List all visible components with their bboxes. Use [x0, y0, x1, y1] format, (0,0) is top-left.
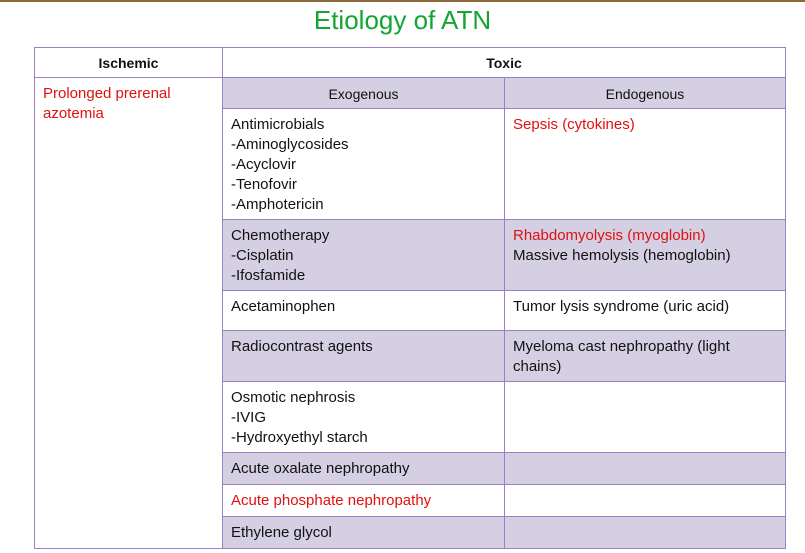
- cell-line: -Hydroxyethyl starch: [231, 429, 368, 446]
- endogenous-cell: [505, 382, 786, 453]
- cell-line: Osmotic nephrosis: [231, 389, 356, 406]
- cell-line: Sepsis (cytokines): [513, 116, 635, 133]
- ischemic-cause-line: Prolonged prerenal: [43, 85, 171, 102]
- cell-line: Acetaminophen: [231, 298, 336, 315]
- cell-line: Radiocontrast agents: [231, 338, 373, 355]
- exogenous-cell: [223, 109, 505, 220]
- header-ischemic: Ischemic: [35, 48, 223, 78]
- slide-title: Etiology of ATN: [313, 5, 492, 35]
- exogenous-cell: [223, 220, 505, 291]
- cell-line: Tumor lysis syndrome (uric acid): [513, 298, 730, 315]
- cell-line: -Tenofovir: [231, 176, 297, 193]
- cell-line: -IVIG: [231, 409, 267, 426]
- etiology-table: [34, 47, 786, 549]
- cell-line: chains): [513, 358, 562, 375]
- exogenous-cell: [223, 453, 505, 485]
- ischemic-cause-line: azotemia: [43, 105, 104, 122]
- endogenous-cell: [505, 220, 786, 291]
- endogenous-cell: [505, 453, 786, 485]
- cell-line: -Aminoglycosides: [231, 136, 349, 153]
- endogenous-cell: [505, 485, 786, 517]
- endogenous-cell: [505, 331, 786, 382]
- cell-line: -Acyclovir: [231, 156, 297, 173]
- cell-line: -Ifosfamide: [231, 267, 306, 284]
- exogenous-cell: [223, 291, 505, 331]
- cell-line: -Amphotericin: [231, 196, 324, 213]
- cell-line: -Cisplatin: [231, 247, 294, 264]
- exogenous-cell: [223, 485, 505, 517]
- exogenous-cell: [223, 331, 505, 382]
- cell-line: Acute phosphate nephropathy: [231, 492, 432, 509]
- top-rule: [0, 0, 805, 2]
- cell-line: Antimicrobials: [231, 116, 325, 133]
- endogenous-cell: [505, 517, 786, 549]
- cell-line: Myeloma cast nephropathy (light: [513, 338, 730, 355]
- cell-line: Ethylene glycol: [231, 524, 332, 541]
- header-exogenous: Exogenous: [223, 78, 505, 109]
- cell-line: Acute oxalate nephropathy: [231, 460, 410, 477]
- exogenous-cell: [223, 382, 505, 453]
- ischemic-cause-cell: [35, 78, 223, 549]
- cell-line: Chemotherapy: [231, 227, 330, 244]
- endogenous-cell: [505, 109, 786, 220]
- endogenous-cell: [505, 291, 786, 331]
- exogenous-cell: [223, 517, 505, 549]
- cell-line: Massive hemolysis (hemoglobin): [513, 247, 731, 264]
- header-endogenous: Endogenous: [505, 78, 786, 109]
- cell-line: Rhabdomyolysis (myoglobin): [513, 227, 706, 244]
- header-toxic: Toxic: [223, 48, 786, 78]
